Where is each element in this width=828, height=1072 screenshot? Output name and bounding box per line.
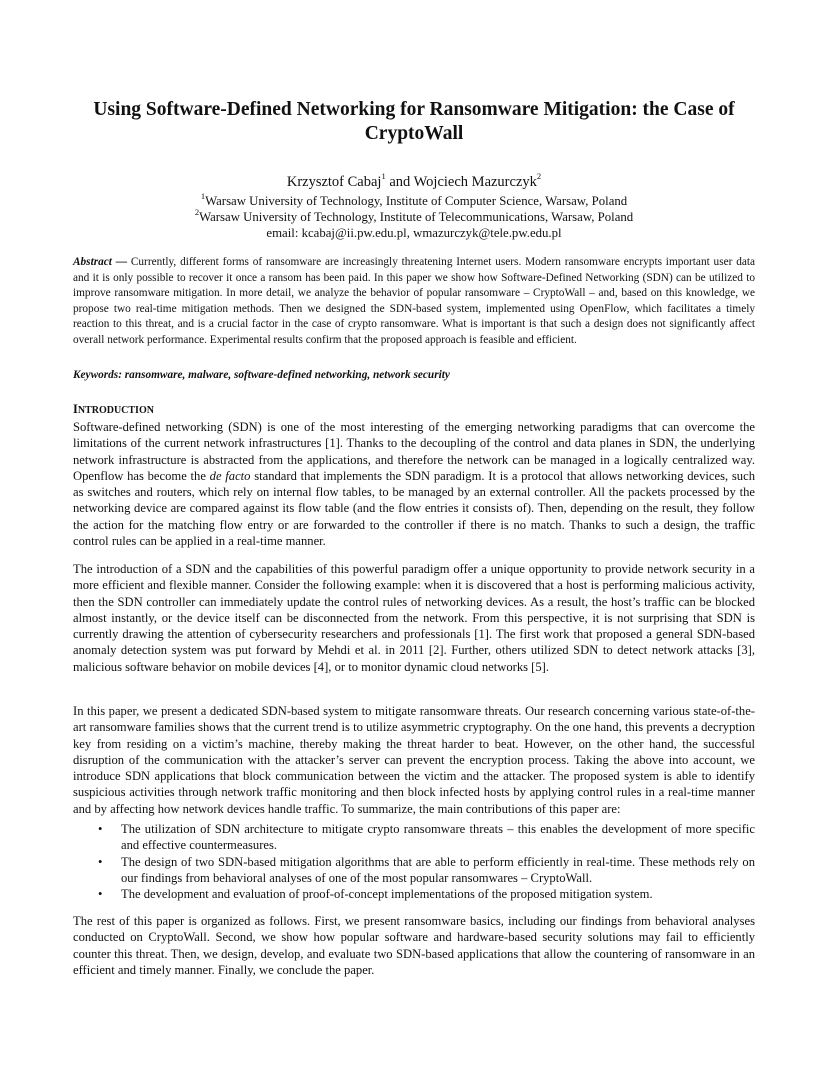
keywords: Keywords: ransomware, malware, software-defined networking, network security [73,369,450,381]
bullet-icon: • [98,822,103,836]
paper-title: Using Software-Defined Networking for Ransomware Mitigation: the Case of CryptoWall [93,99,735,144]
list-item-text: The utilization of SDN architecture to mitigate crypto ransomware threats – this enables the development of more specific and effective countermeasures. [121,822,755,853]
intro-paragraph-2: The introduction of a SDN and the capabilities of this powerful paradigm offer a unique opportunity to provide network security in a more efficient and flexible manner. Consider the following example: when it is discovered that a host is performing malicious activity, then the SDN controller can immediately update the control rules of networking devices. As a result, the host’s traffic can be blocked almost instantly, or the device itself can be disconnected from the network. From this perspective, it is not surprising that SDN is currently drawing the attention of cybersecurity researchers and professionals [1]. The first work that proposed a general SDN-based anomaly detection system was put forward by Mehdi et al. in 2011 [2]. Further, others utilized SDN to detect network attacks [3], malicious software behavior on mobile devices [4], or to monitor dynamic cloud networks [5]. [73,562,755,674]
bullet-icon: • [98,887,103,901]
section-heading-rest: NTRODUCTION [77,405,154,416]
intro-paragraph-3: In this paper, we present a dedicated SDN-based system to mitigate ransomware threats. Our research concerning various state-of-the-art ransomware families shows that the current trend is to utilize asymmetric cryptography. On the one hand, this prevents a decryption key from residing on a victim’s machine, thereby making the threat harder to beat. However, on the other hand, the successful disruption of the communication with the attacker’s server can prevent the encryption process. Taking the above into account, we introduce SDN applications that block communication between the victim and the attacker. The proposed system is able to identify suspicious activities through network traffic monitoring and then block infected hosts by applying control rules in a real-time manner and by affecting how network devices handle traffic. To summarize, the main contributions of this paper are: [73,704,755,816]
author-affil-marker: 2 [536,171,542,181]
author-name: Wojciech Mazurczyk [413,174,537,190]
author-conjunction: and [385,174,414,190]
abstract [73,255,755,349]
section-heading-introduction [73,401,154,419]
paragraph-text: Software-defined networking (SDN) is one of the most interesting of the emerging networking paradigms that can overcome the limitations of the current network infrastructures [1]. Thanks to the decoupling of the control and data planes in SDN, the underlying network infrastructure is abstracted from the applications, and therefore the network can be managed in a logically centralized way. Openflow has become the [73,420,755,483]
list-item-text: The design of two SDN-based mitigation algorithms that are able to perform efficiently in real-time. These methods rely on our findings from behavioral analyses of one of the most popular ransomwares – CryptoWall. [121,854,755,885]
list-item [73,854,755,887]
bullet-icon: • [98,854,103,869]
author-name: Krzysztof Cabaj [286,174,382,190]
abstract-dash: — [111,256,131,268]
affiliation-text: Warsaw University of Technology, Institute of Telecommunications, Warsaw, Poland [199,210,634,224]
affil-marker: 2 [194,207,200,217]
list-item-text: The development and evaluation of proof-of-concept implementations of the proposed mitigation system. [121,887,653,901]
list-item [73,821,755,854]
author-affil-marker: 1 [381,171,386,181]
affiliation-text: Warsaw University of Technology, Institute of Computer Science, Warsaw, Poland [205,194,628,208]
paragraph-text: standard that implements the SDN paradigm. It is a protocol that allows networking devices, such as switches and routers, which rely on internal flow tables, to be managed by an external controller. All the packets processed by the networking device are compared against its flow table (and the flow entries it consists of). Then, depending on the result, they follow the action for the matching flow entry or are forwarded to the controller if there is no match. Thanks to such a design, the traffic control rules can be applied in a real-time manner. [73,468,755,548]
affiliation-2 [70,209,758,225]
emphasis-text: de facto [209,468,251,483]
list-item [73,886,755,902]
abstract-label: Abstract [73,256,112,268]
affil-marker: 1 [200,191,206,201]
intro-paragraph-4: The rest of this paper is organized as follows. First, we present ransomware basics, including our findings from behavioral analyses conducted on CryptoWall. Second, we show how popular software and hardware-based security solutions may fail to efficiently counter this threat. Then, we design, develop, and evaluate two SDN-based applications that allow the countering of ransomware in an efficient and timely manner. Finally, we conclude the paper. [73,914,755,977]
affiliation-1 [70,193,758,209]
intro-paragraph-1 [73,419,755,549]
section-heading-initial: I [73,402,78,416]
author-emails: email: kcabaj@ii.pw.edu.pl, wmazurczyk@tele.pw.edu.pl [266,226,562,240]
abstract-text: Currently, different forms of ransomware are increasingly threatening Internet users. Modern ransomware encrypts important user data and it is only possible to recover it once a ransom has been paid. In this paper we show how Software-Defined Networking (SDN) can be utilized to improve ransomware mitigation. In more detail, we analyze the behavior of popular ransomware – CryptoWall – and, based on this knowledge, we propose two real-time mitigation methods. Then we designed the SDN-based system, implemented using OpenFlow, which facilitates a timely reaction to this threat, and is a crucial factor in the case of crypto ransomware. What is important is that such a design does not significantly affect overall network performance. Experimental results confirm that the proposed approach is feasible and efficient. [73,256,756,346]
author-line [70,173,758,191]
contributions-list [73,821,755,902]
